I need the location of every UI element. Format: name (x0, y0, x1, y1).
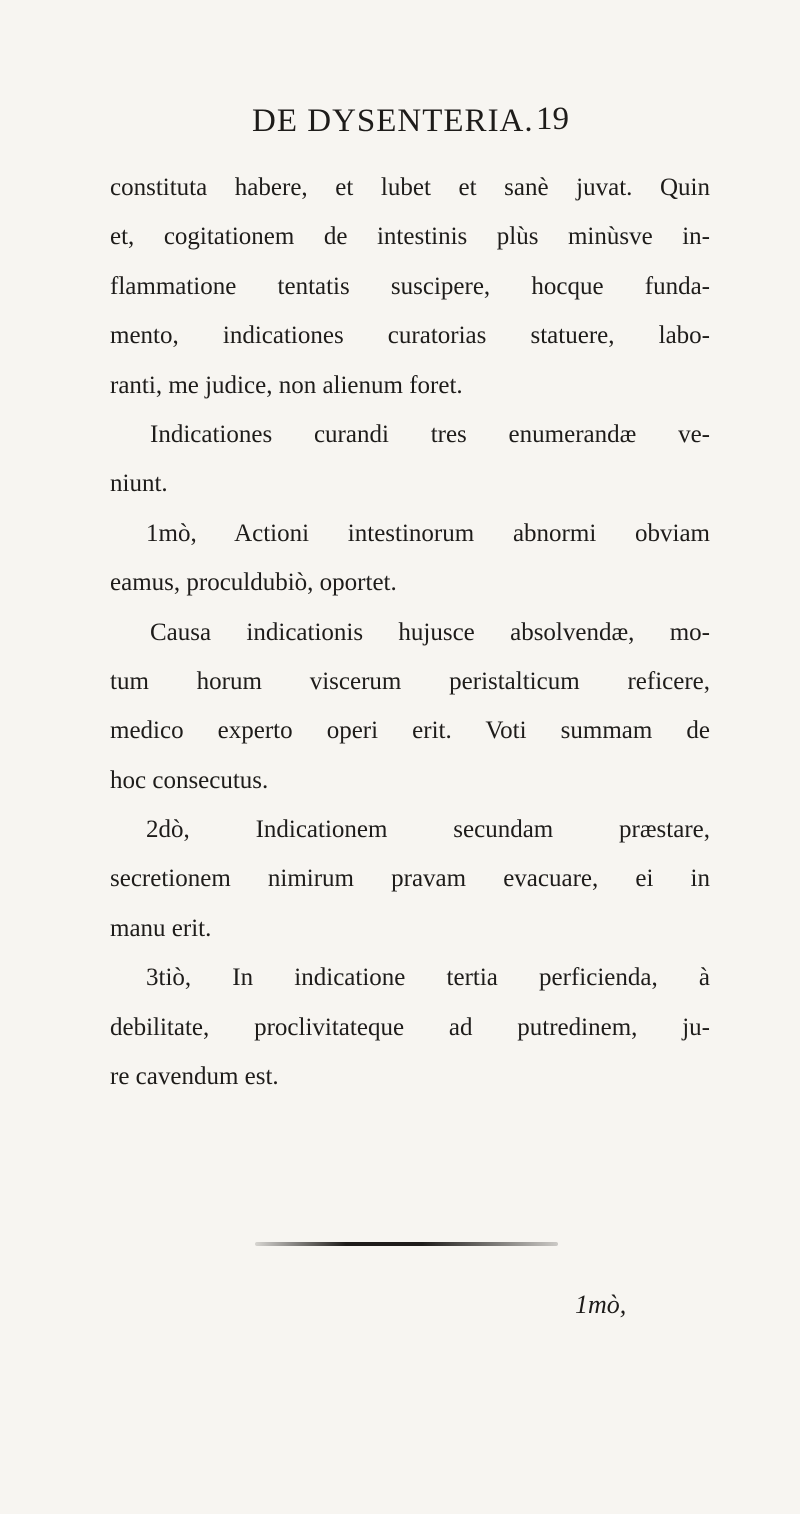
text-line: hoc consecutus. (110, 766, 269, 794)
text-line: constituta habere, et lubet et sanè juvat. Quin (110, 174, 710, 201)
text-line: medico experto operi erit. Voti summam de (110, 717, 710, 745)
text-line: eamus, proculdubiò, oportet. (110, 569, 397, 597)
text-line: et, cogitationem de intestinis plùs minùsve in- (110, 223, 710, 251)
catchword: 1mò, (575, 1290, 627, 1319)
page-number: 19 (536, 101, 569, 137)
text-line: debilitate, proclivitateque ad putredinem, ju- (110, 1013, 710, 1041)
section-divider-rule (255, 1242, 558, 1246)
text-line: 2dò, Indicationem secundam præstare, (146, 816, 710, 844)
text-line: niunt. (110, 470, 168, 498)
text-line: Causa indicationis hujusce absolvendæ, mo- (150, 618, 710, 646)
text-line: 3tiò, In indicatione tertia perficienda, à (146, 964, 710, 992)
body-text (110, 163, 710, 1101)
text-line: manu erit. (110, 914, 212, 942)
text-line: flammatione tentatis suscipere, hocque funda- (110, 272, 710, 300)
text-line: tum horum viscerum peristalticum reficere, (110, 667, 710, 695)
text-line: secretionem nimirum pravam evacuare, ei in (110, 865, 710, 893)
text-line: 1mò, Actioni intestinorum abnormi obviam (146, 519, 710, 547)
running-head (0, 97, 800, 147)
text-line: re cavendum est. (110, 1063, 279, 1091)
text-line: ranti, me judice, non alienum foret. (110, 371, 463, 399)
running-title: DE DYSENTERIA. (252, 103, 534, 139)
text-line: mento, indicationes curatorias statuere, labo- (110, 322, 710, 350)
text-line: Indicationes curandi tres enumerandæ ve- (150, 420, 710, 448)
